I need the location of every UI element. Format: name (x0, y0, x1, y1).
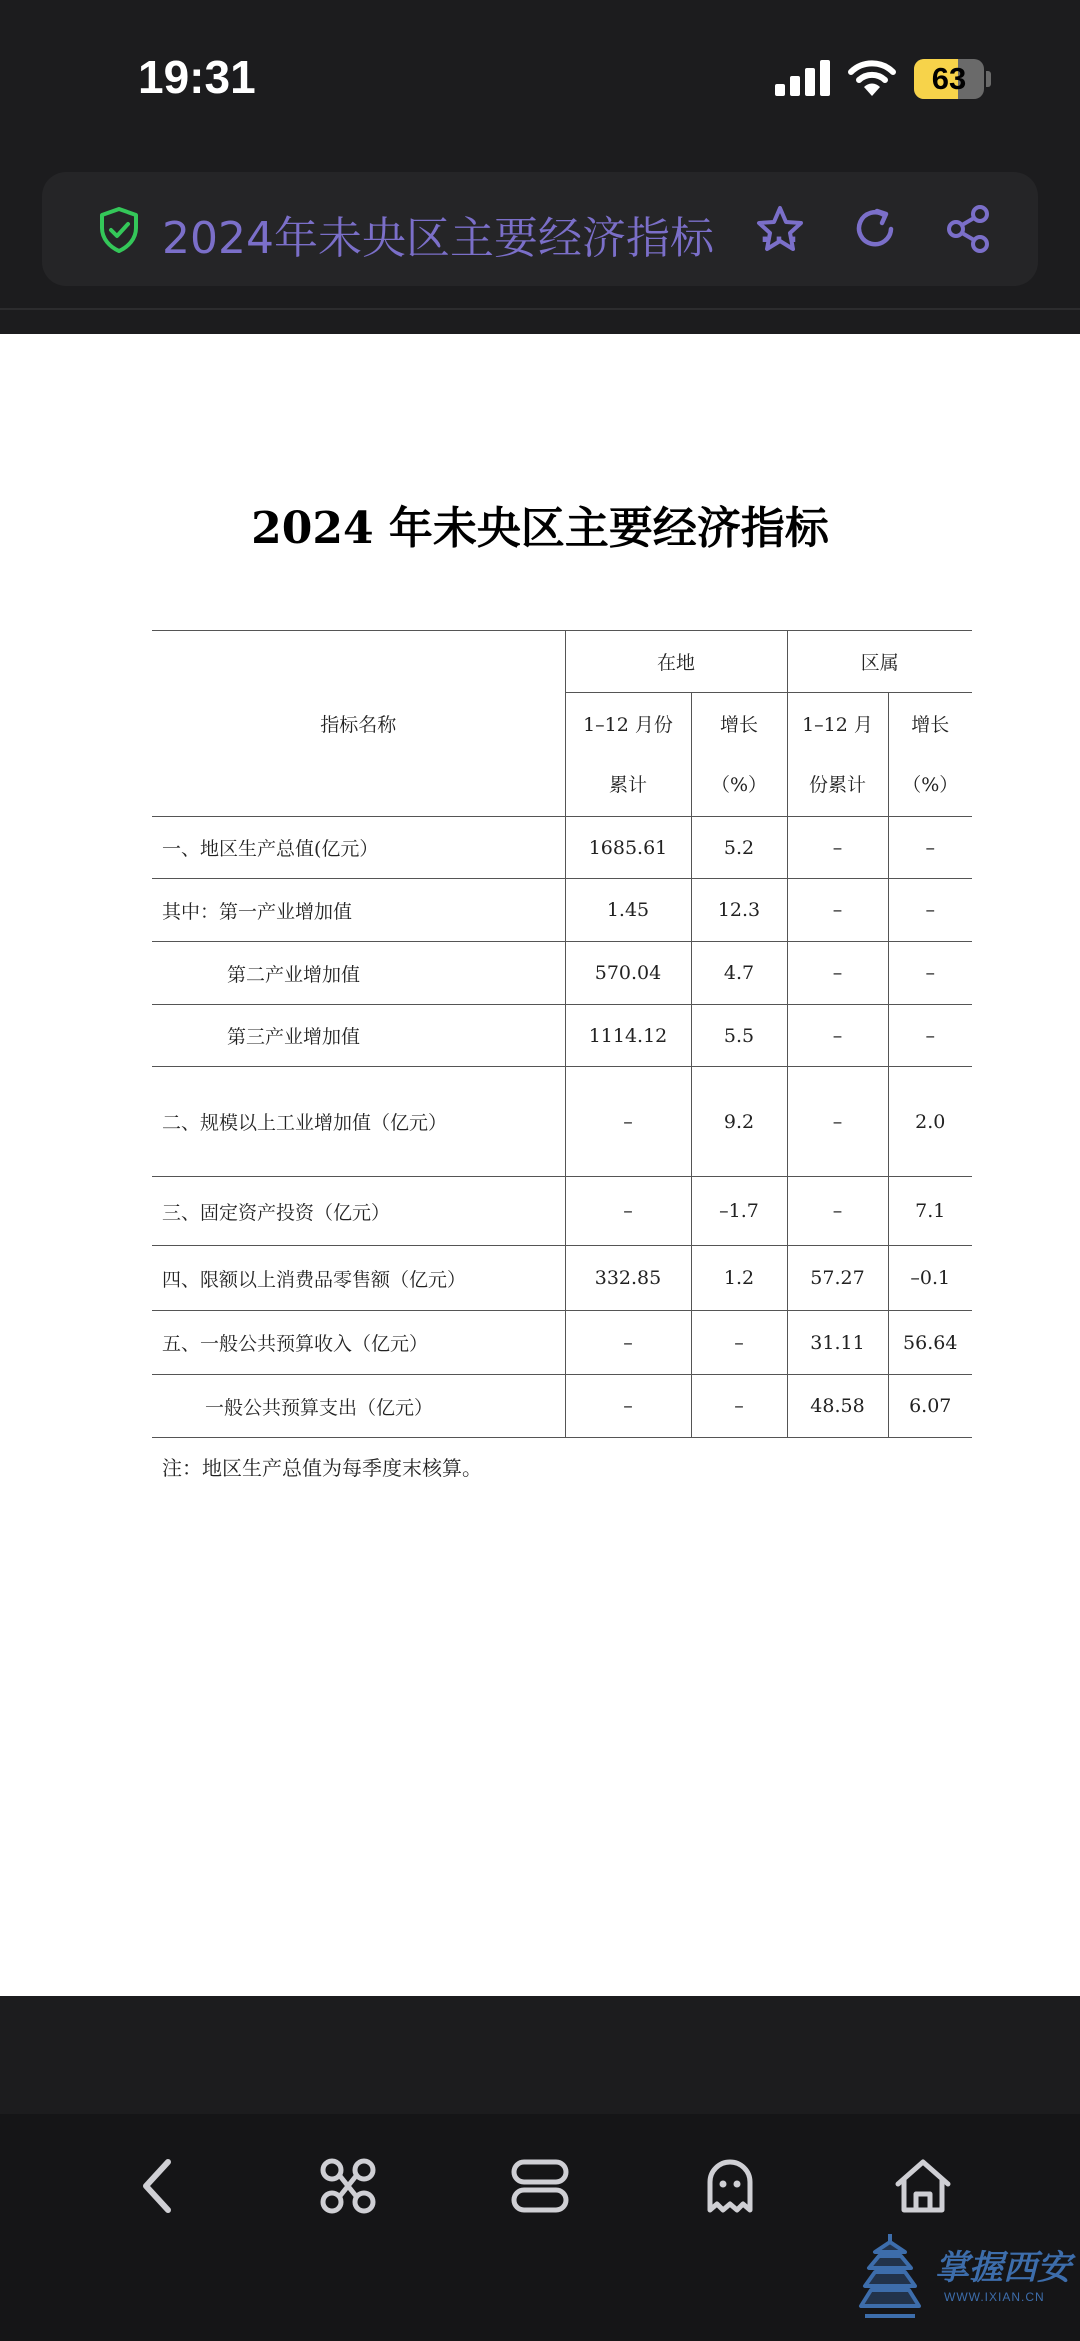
header-district: 区属 (787, 631, 972, 693)
url-ellipsis: ... (758, 202, 800, 253)
row-name: 一般公共预算支出（亿元） (152, 1375, 565, 1438)
cell-local-cumulative: – (565, 1177, 691, 1246)
tabs-icon[interactable] (510, 2154, 570, 2218)
header-local-growth: 增长 （%） (691, 693, 787, 817)
cell-local-cumulative: 570.04 (565, 942, 691, 1005)
cell-district-growth: – (888, 942, 972, 1005)
header-local-cumulative: 1–12 月份 累计 (565, 693, 691, 817)
cellular-signal-icon (775, 60, 831, 96)
table-row (152, 879, 972, 942)
cell-district-growth: – (888, 1005, 972, 1067)
cell-local-growth: 5.2 (691, 817, 787, 879)
shield-check-icon (97, 206, 141, 254)
table-row (152, 942, 972, 1005)
watermark-url: WWW.IXIAN.CN (944, 2290, 1045, 2304)
cell-local-cumulative: – (565, 1067, 691, 1177)
cell-district-growth: –0.1 (888, 1246, 972, 1311)
back-icon[interactable] (134, 2154, 184, 2218)
cell-district-growth: 2.0 (888, 1067, 972, 1177)
cell-local-cumulative: 1685.61 (565, 817, 691, 879)
watermark-text: 掌握西安 (935, 2248, 1071, 2288)
wifi-icon (848, 58, 896, 98)
table-row (152, 817, 972, 879)
row-name: 一、地区生产总值(亿元） (152, 817, 565, 879)
cell-local-cumulative: – (565, 1311, 691, 1375)
cell-local-cumulative: 1114.12 (565, 1005, 691, 1067)
header-indicator-name: 指标名称 (152, 631, 565, 817)
header-local: 在地 (565, 631, 787, 693)
cell-district-growth: 6.07 (888, 1375, 972, 1438)
cell-local-growth: 9.2 (691, 1067, 787, 1177)
url-title[interactable]: 2024年未央区主要经济指标 (162, 213, 714, 264)
reload-icon[interactable] (850, 204, 900, 254)
cell-district-cumulative: – (787, 817, 888, 879)
assistant-icon[interactable] (700, 2154, 760, 2218)
row-name: 第二产业增加值 (152, 942, 565, 1005)
cell-district-cumulative: – (787, 879, 888, 942)
status-bar (0, 0, 1080, 160)
cell-district-growth: – (888, 817, 972, 879)
pagoda-logo-icon (855, 2230, 925, 2320)
cell-local-growth: 4.7 (691, 942, 787, 1005)
table-row (152, 1375, 972, 1438)
cell-district-cumulative: – (787, 1177, 888, 1246)
star-icon[interactable] (754, 204, 806, 254)
row-name: 第三产业增加值 (152, 1005, 565, 1067)
cell-local-cumulative: 332.85 (565, 1246, 691, 1311)
cell-district-cumulative: 48.58 (787, 1375, 888, 1438)
cell-local-growth: –1.7 (691, 1177, 787, 1246)
battery-indicator (914, 59, 984, 99)
row-name: 其中：第一产业增加值 (152, 879, 565, 942)
cell-district-cumulative: – (787, 1067, 888, 1177)
document-page[interactable] (0, 334, 1080, 1996)
battery-level: 63 (931, 61, 967, 96)
cell-district-cumulative: 31.11 (787, 1311, 888, 1375)
cell-local-cumulative: 1.45 (565, 879, 691, 942)
cell-local-growth: 1.2 (691, 1246, 787, 1311)
row-name: 二、规模以上工业增加值（亿元） (152, 1067, 565, 1177)
table-row (152, 1067, 972, 1177)
document-title: 2024 年未央区主要经济指标 (251, 503, 829, 554)
row-name: 四、限额以上消费品零售额（亿元） (152, 1246, 565, 1311)
row-name: 三、固定资产投资（亿元） (152, 1177, 565, 1246)
table-row (152, 1246, 972, 1311)
header-district-cumulative: 1–12 月 份累计 (787, 693, 888, 817)
cell-district-growth: 7.1 (888, 1177, 972, 1246)
header-district-growth: 增长 （%） (888, 693, 972, 817)
address-bar[interactable] (42, 172, 1038, 286)
table-header-row (152, 631, 972, 693)
table-note: 注：地区生产总值为每季度末核算。 (162, 1456, 482, 1480)
row-name: 五、一般公共预算收入（亿元） (152, 1311, 565, 1375)
table-row (152, 1177, 972, 1246)
indicator-table (152, 630, 972, 1438)
cell-district-cumulative: – (787, 1005, 888, 1067)
cell-local-growth: – (691, 1375, 787, 1438)
share-icon[interactable] (944, 204, 994, 254)
toolbar-divider (0, 308, 1080, 310)
table-row (152, 1311, 972, 1375)
cell-district-growth: – (888, 879, 972, 942)
cell-local-cumulative: – (565, 1375, 691, 1438)
cell-local-growth: – (691, 1311, 787, 1375)
cell-district-growth: 56.64 (888, 1311, 972, 1375)
cell-local-growth: 12.3 (691, 879, 787, 942)
battery-cap (986, 71, 991, 87)
home-icon[interactable] (892, 2154, 954, 2218)
status-time: 19:31 (138, 51, 256, 103)
cell-local-growth: 5.5 (691, 1005, 787, 1067)
table-row (152, 1005, 972, 1067)
cell-district-cumulative: – (787, 942, 888, 1005)
cell-district-cumulative: 57.27 (787, 1246, 888, 1311)
apps-icon[interactable] (318, 2154, 378, 2218)
